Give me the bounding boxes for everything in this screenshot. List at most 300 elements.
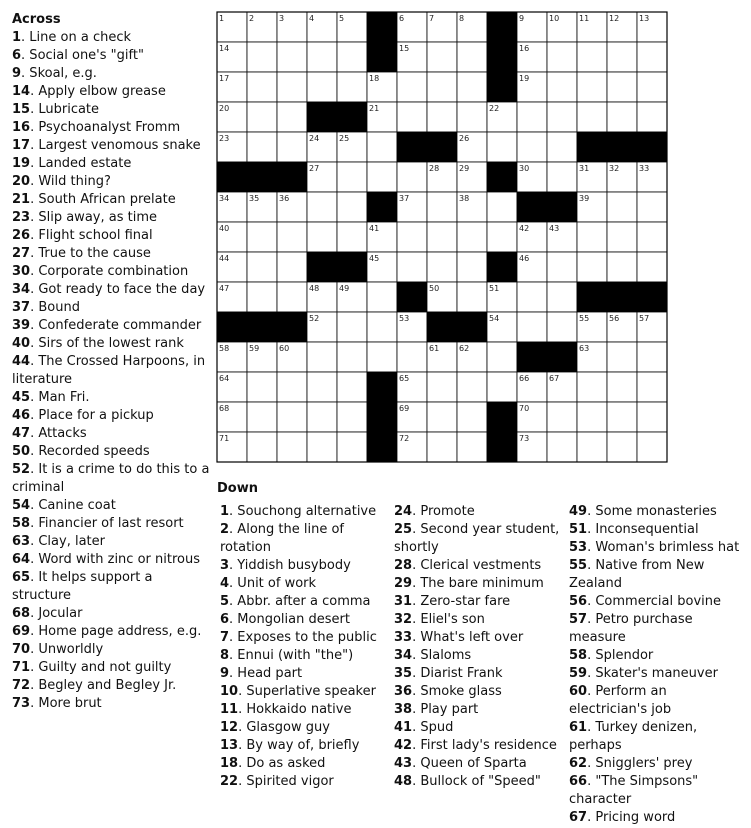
grid-cell[interactable] bbox=[277, 102, 307, 132]
grid-cell[interactable] bbox=[577, 42, 607, 72]
clue-down-32[interactable] bbox=[394, 611, 562, 629]
grid-cell[interactable] bbox=[307, 432, 337, 462]
grid-cell[interactable] bbox=[457, 372, 487, 402]
grid-cell[interactable] bbox=[547, 102, 577, 132]
grid-block bbox=[457, 312, 487, 342]
grid-cell[interactable] bbox=[427, 402, 457, 432]
grid-cell[interactable] bbox=[487, 132, 517, 162]
clue-down-51[interactable] bbox=[569, 521, 747, 539]
grid-block bbox=[367, 192, 397, 222]
grid-block bbox=[367, 402, 397, 432]
grid-cell[interactable] bbox=[637, 102, 667, 132]
grid-cell-number: 61 bbox=[429, 344, 440, 353]
clue-text: . Corporate combination bbox=[30, 264, 189, 279]
grid-cell[interactable] bbox=[547, 72, 577, 102]
grid-cell[interactable] bbox=[427, 372, 457, 402]
clue-down-62[interactable] bbox=[569, 755, 747, 773]
clue-number: 42 bbox=[394, 738, 413, 753]
clue-number: 60 bbox=[569, 684, 588, 699]
clue-down-11[interactable] bbox=[220, 701, 388, 719]
grid-cell[interactable] bbox=[487, 372, 517, 402]
clue-text: . Ennui (with "the") bbox=[229, 648, 354, 663]
clue-number: 45 bbox=[12, 390, 31, 405]
clue-across-54[interactable] bbox=[12, 497, 212, 515]
clue-down-12[interactable] bbox=[220, 719, 388, 737]
clue-across-69[interactable] bbox=[12, 623, 212, 641]
clue-number: 47 bbox=[12, 426, 31, 441]
clue-number: 7 bbox=[220, 630, 230, 645]
grid-cell-number: 40 bbox=[219, 224, 230, 233]
grid-cell[interactable] bbox=[247, 132, 277, 162]
clue-down-41[interactable] bbox=[394, 719, 562, 737]
clue-text: . Commercial bovine bbox=[587, 594, 721, 609]
clue-across-65[interactable] bbox=[12, 569, 212, 605]
clue-text: . Glasgow guy bbox=[238, 720, 330, 735]
grid-cell[interactable] bbox=[427, 192, 457, 222]
clue-down-36[interactable] bbox=[394, 683, 562, 701]
grid-cell[interactable] bbox=[277, 252, 307, 282]
clue-down-34[interactable] bbox=[394, 647, 562, 665]
clue-number: 57 bbox=[569, 612, 588, 627]
grid-block bbox=[307, 102, 337, 132]
clue-across-23[interactable] bbox=[12, 209, 212, 227]
grid-cell[interactable] bbox=[607, 342, 637, 372]
grid-cell[interactable] bbox=[577, 72, 607, 102]
grid-cell[interactable] bbox=[337, 432, 367, 462]
grid-cell-number: 24 bbox=[309, 134, 320, 143]
clue-number: 72 bbox=[12, 678, 31, 693]
clue-text: . Eliel's son bbox=[412, 612, 485, 627]
clue-across-15[interactable] bbox=[12, 101, 212, 119]
grid-cell[interactable] bbox=[577, 222, 607, 252]
clue-across-26[interactable] bbox=[12, 227, 212, 245]
grid-cell[interactable] bbox=[547, 402, 577, 432]
grid-cell[interactable] bbox=[367, 162, 397, 192]
clue-across-1[interactable] bbox=[12, 29, 212, 47]
grid-block bbox=[427, 312, 457, 342]
clue-down-56[interactable] bbox=[569, 593, 747, 611]
grid-cell[interactable] bbox=[577, 432, 607, 462]
clue-down-55[interactable] bbox=[569, 557, 747, 593]
clue-across-70[interactable] bbox=[12, 641, 212, 659]
clue-across-16[interactable] bbox=[12, 119, 212, 137]
grid-cell[interactable] bbox=[307, 72, 337, 102]
grid-cell-number: 37 bbox=[399, 194, 410, 203]
clue-number: 1 bbox=[220, 504, 230, 519]
grid-cell[interactable] bbox=[337, 162, 367, 192]
grid-block bbox=[247, 162, 277, 192]
clue-down-7[interactable] bbox=[220, 629, 388, 647]
clue-down-48[interactable] bbox=[394, 773, 562, 791]
clue-down-38[interactable] bbox=[394, 701, 562, 719]
grid-block bbox=[517, 192, 547, 222]
grid-cell[interactable] bbox=[577, 402, 607, 432]
clue-number: 69 bbox=[12, 624, 31, 639]
grid-cell[interactable] bbox=[517, 132, 547, 162]
clue-down-59[interactable] bbox=[569, 665, 747, 683]
clue-down-5[interactable] bbox=[220, 593, 388, 611]
clue-down-57[interactable] bbox=[569, 611, 747, 647]
clue-number: 58 bbox=[569, 648, 588, 663]
clue-down-67[interactable] bbox=[569, 809, 747, 827]
grid-cell[interactable] bbox=[427, 102, 457, 132]
grid-cell[interactable] bbox=[637, 72, 667, 102]
clue-down-8[interactable] bbox=[220, 647, 388, 665]
clue-across-63[interactable] bbox=[12, 533, 212, 551]
clue-across-14[interactable] bbox=[12, 83, 212, 101]
grid-cell[interactable] bbox=[547, 42, 577, 72]
clue-text: . Abbr. after a comma bbox=[229, 594, 371, 609]
clue-number: 39 bbox=[12, 318, 31, 333]
grid-cell[interactable] bbox=[247, 102, 277, 132]
clue-across-44[interactable] bbox=[12, 353, 212, 389]
grid-cell[interactable] bbox=[247, 42, 277, 72]
clue-down-61[interactable] bbox=[569, 719, 747, 755]
grid-cell[interactable] bbox=[487, 342, 517, 372]
clue-down-9[interactable] bbox=[220, 665, 388, 683]
grid-cell[interactable] bbox=[547, 282, 577, 312]
grid-block bbox=[547, 342, 577, 372]
grid-cell[interactable] bbox=[397, 102, 427, 132]
grid-cell-number: 34 bbox=[219, 194, 230, 203]
clue-number: 63 bbox=[12, 534, 31, 549]
grid-cell[interactable] bbox=[427, 72, 457, 102]
clue-across-68[interactable] bbox=[12, 605, 212, 623]
grid-cell[interactable] bbox=[247, 402, 277, 432]
grid-cell[interactable] bbox=[487, 192, 517, 222]
grid-cell[interactable] bbox=[637, 402, 667, 432]
clue-text: . Slaloms bbox=[412, 648, 472, 663]
grid-cell[interactable] bbox=[397, 252, 427, 282]
clue-down-6[interactable] bbox=[220, 611, 388, 629]
clue-number: 44 bbox=[12, 354, 31, 369]
clue-down-66[interactable] bbox=[569, 773, 747, 809]
grid-cell[interactable] bbox=[397, 222, 427, 252]
grid-cell[interactable] bbox=[427, 42, 457, 72]
grid-cell[interactable] bbox=[367, 342, 397, 372]
clue-across-71[interactable] bbox=[12, 659, 212, 677]
grid-cell-number: 10 bbox=[549, 14, 560, 23]
grid-cell[interactable] bbox=[457, 432, 487, 462]
grid-cell[interactable] bbox=[637, 342, 667, 372]
clue-text: . Skoal, e.g. bbox=[21, 66, 97, 81]
clue-across-20[interactable] bbox=[12, 173, 212, 191]
grid-cell[interactable] bbox=[247, 222, 277, 252]
clue-down-2[interactable] bbox=[220, 521, 388, 557]
clue-text: . Clay, later bbox=[30, 534, 105, 549]
grid-cell[interactable] bbox=[247, 432, 277, 462]
grid-cell-number: 73 bbox=[519, 434, 530, 443]
grid-cell[interactable] bbox=[517, 102, 547, 132]
grid-cell-number: 33 bbox=[639, 164, 650, 173]
grid-cell[interactable] bbox=[637, 252, 667, 282]
clue-across-39[interactable] bbox=[12, 317, 212, 335]
grid-cell[interactable] bbox=[277, 402, 307, 432]
grid-cell[interactable] bbox=[337, 42, 367, 72]
clue-across-37[interactable] bbox=[12, 299, 212, 317]
grid-cell[interactable] bbox=[277, 372, 307, 402]
clue-across-72[interactable] bbox=[12, 677, 212, 695]
grid-block bbox=[337, 102, 367, 132]
clue-number: 38 bbox=[394, 702, 413, 717]
grid-cell[interactable] bbox=[307, 222, 337, 252]
clue-down-13[interactable] bbox=[220, 737, 388, 755]
clue-number: 50 bbox=[12, 444, 31, 459]
grid-cell[interactable] bbox=[277, 72, 307, 102]
clue-down-4[interactable] bbox=[220, 575, 388, 593]
grid-cell[interactable] bbox=[547, 132, 577, 162]
clue-across-50[interactable] bbox=[12, 443, 212, 461]
clue-number: 68 bbox=[12, 606, 31, 621]
grid-cell[interactable] bbox=[247, 372, 277, 402]
grid-cell-number: 2 bbox=[249, 14, 255, 23]
clue-number: 24 bbox=[394, 504, 413, 519]
grid-cell-number: 35 bbox=[249, 194, 260, 203]
clue-across-73[interactable] bbox=[12, 695, 212, 713]
grid-cell[interactable] bbox=[607, 252, 637, 282]
clue-number: 62 bbox=[569, 756, 588, 771]
grid-cell[interactable] bbox=[277, 42, 307, 72]
clue-across-46[interactable] bbox=[12, 407, 212, 425]
grid-cell[interactable] bbox=[607, 432, 637, 462]
grid-cell[interactable] bbox=[577, 372, 607, 402]
clue-down-28[interactable] bbox=[394, 557, 562, 575]
grid-cell[interactable] bbox=[457, 282, 487, 312]
grid-block bbox=[577, 282, 607, 312]
clue-across-21[interactable] bbox=[12, 191, 212, 209]
grid-cell[interactable] bbox=[337, 222, 367, 252]
grid-cell-number: 9 bbox=[519, 14, 525, 23]
grid-cell[interactable] bbox=[307, 342, 337, 372]
grid-cell-number: 60 bbox=[279, 344, 290, 353]
grid-cell[interactable] bbox=[457, 102, 487, 132]
grid-block bbox=[547, 192, 577, 222]
clue-number: 65 bbox=[12, 570, 31, 585]
grid-cell[interactable] bbox=[277, 222, 307, 252]
grid-cell-number: 49 bbox=[339, 284, 350, 293]
grid-cell-number: 46 bbox=[519, 254, 530, 263]
grid-cell[interactable] bbox=[307, 192, 337, 222]
clue-down-35[interactable] bbox=[394, 665, 562, 683]
clue-number: 36 bbox=[394, 684, 413, 699]
clue-number: 6 bbox=[12, 48, 22, 63]
grid-cell-number: 30 bbox=[519, 164, 530, 173]
clue-text: . Promote bbox=[412, 504, 475, 519]
clue-down-60[interactable] bbox=[569, 683, 747, 719]
grid-cell[interactable] bbox=[277, 282, 307, 312]
clue-down-49[interactable] bbox=[569, 503, 747, 521]
grid-block bbox=[487, 402, 517, 432]
grid-cell[interactable] bbox=[337, 192, 367, 222]
grid-block bbox=[277, 162, 307, 192]
clue-number: 23 bbox=[12, 210, 31, 225]
grid-cell[interactable] bbox=[397, 162, 427, 192]
grid-cell[interactable] bbox=[547, 252, 577, 282]
grid-cell[interactable] bbox=[397, 72, 427, 102]
clue-down-31[interactable] bbox=[394, 593, 562, 611]
grid-cell[interactable] bbox=[277, 132, 307, 162]
clue-down-22[interactable] bbox=[220, 773, 388, 791]
grid-block bbox=[277, 312, 307, 342]
clue-text: . Some monasteries bbox=[587, 504, 717, 519]
clue-across-27[interactable] bbox=[12, 245, 212, 263]
grid-cell-number: 47 bbox=[219, 284, 230, 293]
clue-down-42[interactable] bbox=[394, 737, 562, 755]
clue-across-6[interactable] bbox=[12, 47, 212, 65]
clue-across-30[interactable] bbox=[12, 263, 212, 281]
clue-down-25[interactable] bbox=[394, 521, 562, 557]
grid-cell-number: 28 bbox=[429, 164, 440, 173]
clue-across-58[interactable] bbox=[12, 515, 212, 533]
clue-down-1[interactable] bbox=[220, 503, 388, 521]
grid-cell-number: 69 bbox=[399, 404, 410, 413]
clue-number: 61 bbox=[569, 720, 588, 735]
grid-cell[interactable] bbox=[547, 432, 577, 462]
grid-cell[interactable] bbox=[457, 42, 487, 72]
grid-block bbox=[517, 342, 547, 372]
grid-cell[interactable] bbox=[367, 132, 397, 162]
clue-across-52[interactable] bbox=[12, 461, 212, 497]
clue-across-64[interactable] bbox=[12, 551, 212, 569]
grid-cell[interactable] bbox=[307, 42, 337, 72]
grid-cell[interactable] bbox=[247, 72, 277, 102]
grid-cell[interactable] bbox=[517, 312, 547, 342]
grid-cell[interactable] bbox=[547, 162, 577, 192]
clue-number: 49 bbox=[569, 504, 588, 519]
clue-text: . Play part bbox=[412, 702, 479, 717]
clue-down-24[interactable] bbox=[394, 503, 562, 521]
grid-cell[interactable] bbox=[637, 372, 667, 402]
clue-down-29[interactable] bbox=[394, 575, 562, 593]
clue-text: . Line on a check bbox=[21, 30, 132, 45]
clue-number: 22 bbox=[220, 774, 239, 789]
clue-text: . Second year student, shortly bbox=[394, 522, 560, 555]
clue-across-19[interactable] bbox=[12, 155, 212, 173]
grid-cell[interactable] bbox=[607, 222, 637, 252]
grid-cell[interactable] bbox=[457, 252, 487, 282]
grid-cell-number: 21 bbox=[369, 104, 380, 113]
grid-cell[interactable] bbox=[517, 282, 547, 312]
grid-cell[interactable] bbox=[367, 312, 397, 342]
grid-cell[interactable] bbox=[397, 342, 427, 372]
clue-across-9[interactable] bbox=[12, 65, 212, 83]
grid-block bbox=[487, 72, 517, 102]
clue-text: . Wild thing? bbox=[30, 174, 111, 189]
grid-cell[interactable] bbox=[637, 42, 667, 72]
clue-text: . Home page address, e.g. bbox=[30, 624, 202, 639]
clue-down-43[interactable] bbox=[394, 755, 562, 773]
grid-cell[interactable] bbox=[607, 72, 637, 102]
grid-cell-number: 67 bbox=[549, 374, 560, 383]
grid-cell-number: 66 bbox=[519, 374, 530, 383]
grid-cell-number: 48 bbox=[309, 284, 320, 293]
clue-down-18[interactable] bbox=[220, 755, 388, 773]
grid-cell-number: 64 bbox=[219, 374, 230, 383]
grid-cell-number: 52 bbox=[309, 314, 320, 323]
clue-text: . Confederate commander bbox=[30, 318, 202, 333]
grid-cell[interactable] bbox=[337, 342, 367, 372]
clue-across-40[interactable] bbox=[12, 335, 212, 353]
grid-cell[interactable] bbox=[457, 72, 487, 102]
grid-cell[interactable] bbox=[337, 372, 367, 402]
grid-cell[interactable] bbox=[247, 252, 277, 282]
grid-cell[interactable] bbox=[367, 282, 397, 312]
grid-cell-number: 6 bbox=[399, 14, 405, 23]
grid-cell[interactable] bbox=[277, 432, 307, 462]
grid-cell[interactable] bbox=[337, 402, 367, 432]
clue-text: . Lubricate bbox=[30, 102, 100, 117]
clue-number: 20 bbox=[12, 174, 31, 189]
grid-cell[interactable] bbox=[427, 432, 457, 462]
grid-cell[interactable] bbox=[487, 222, 517, 252]
clue-across-17[interactable] bbox=[12, 137, 212, 155]
clue-number: 55 bbox=[569, 558, 588, 573]
grid-cell[interactable] bbox=[577, 102, 607, 132]
clue-number: 16 bbox=[12, 120, 31, 135]
clue-text: . Zero-star fare bbox=[412, 594, 511, 609]
grid-cell[interactable] bbox=[607, 102, 637, 132]
grid-cell[interactable] bbox=[607, 402, 637, 432]
grid-cell-number: 39 bbox=[579, 194, 590, 203]
grid-block bbox=[637, 132, 667, 162]
grid-cell[interactable] bbox=[637, 222, 667, 252]
grid-block bbox=[487, 162, 517, 192]
clue-text: . Word with zinc or nitrous bbox=[30, 552, 200, 567]
clue-down-53[interactable] bbox=[569, 539, 747, 557]
grid-cell[interactable] bbox=[607, 192, 637, 222]
clue-down-10[interactable] bbox=[220, 683, 388, 701]
grid-block bbox=[637, 282, 667, 312]
grid-cell[interactable] bbox=[307, 402, 337, 432]
grid-cell[interactable] bbox=[607, 42, 637, 72]
clue-number: 11 bbox=[220, 702, 239, 717]
clue-number: 19 bbox=[12, 156, 31, 171]
grid-cell[interactable] bbox=[457, 222, 487, 252]
grid-cell[interactable] bbox=[457, 402, 487, 432]
grid-cell[interactable] bbox=[577, 252, 607, 282]
grid-cell[interactable] bbox=[427, 222, 457, 252]
clue-down-33[interactable] bbox=[394, 629, 562, 647]
clue-down-58[interactable] bbox=[569, 647, 747, 665]
grid-cell[interactable] bbox=[427, 252, 457, 282]
grid-cell-number: 20 bbox=[219, 104, 230, 113]
clue-text: . More brut bbox=[30, 696, 102, 711]
crossword-grid-svg[interactable] bbox=[216, 11, 669, 464]
clue-number: 70 bbox=[12, 642, 31, 657]
clue-number: 9 bbox=[12, 66, 22, 81]
clue-text: . Diarist Frank bbox=[412, 666, 503, 681]
grid-cell-number: 56 bbox=[609, 314, 620, 323]
grid-cell[interactable] bbox=[547, 312, 577, 342]
crossword-grid[interactable] bbox=[216, 11, 669, 464]
clue-across-34[interactable] bbox=[12, 281, 212, 299]
grid-cell[interactable] bbox=[337, 312, 367, 342]
grid-cell[interactable] bbox=[607, 372, 637, 402]
clue-down-3[interactable] bbox=[220, 557, 388, 575]
grid-cell-number: 44 bbox=[219, 254, 230, 263]
grid-cell[interactable] bbox=[637, 192, 667, 222]
grid-cell[interactable] bbox=[247, 282, 277, 312]
clue-across-47[interactable] bbox=[12, 425, 212, 443]
grid-cell-number: 5 bbox=[339, 14, 345, 23]
clue-across-45[interactable] bbox=[12, 389, 212, 407]
clue-text: . Splendor bbox=[587, 648, 654, 663]
grid-cell[interactable] bbox=[337, 72, 367, 102]
grid-cell[interactable] bbox=[307, 372, 337, 402]
clue-text: . What's left over bbox=[412, 630, 524, 645]
grid-cell[interactable] bbox=[637, 432, 667, 462]
clue-number: 18 bbox=[220, 756, 239, 771]
